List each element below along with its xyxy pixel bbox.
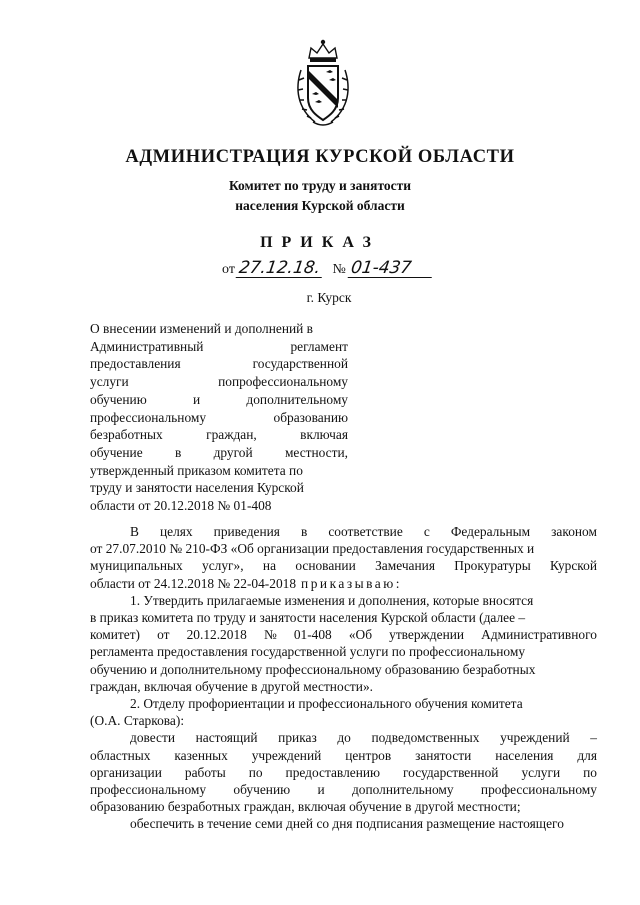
subject-word: предоставления [90, 356, 181, 372]
document-type: ПРИКАЗ [260, 234, 380, 251]
subject-word: О внесении изменений и дополнений в [90, 321, 313, 336]
body-word: учреждений [500, 730, 570, 746]
body-word: В [130, 524, 139, 539]
subject-line [90, 479, 348, 497]
subject-word: обучению [90, 391, 147, 407]
subject-word: области от 20.12.2018 № 01-408 [90, 498, 272, 514]
body-word: области от 24.12.2018 № 22-04-2018 [90, 575, 297, 591]
body-word: обучению и дополнительному профессиональному образованию безработных [90, 661, 536, 677]
body-word: подведомственных [371, 730, 480, 746]
subject-word: труду и занятости населения Курской [90, 480, 304, 496]
committee-title-line1: Комитет по труду и занятости [228, 178, 412, 193]
coat-of-arms-emblem [293, 36, 353, 132]
subject-word: профессиональному [90, 409, 207, 425]
subject-line [90, 338, 348, 356]
body-word: основании [295, 558, 356, 574]
body-word: Федеральным [450, 524, 531, 539]
order-subject [90, 320, 348, 515]
body-word: услуг», [202, 558, 244, 574]
body-word: соответствие [328, 524, 403, 539]
body-word: № [263, 627, 277, 643]
subject-word: обучение [90, 444, 143, 460]
body-line [90, 523, 597, 540]
order-keyword: приказываю: [301, 575, 402, 591]
body-line [90, 592, 597, 609]
body-word: от 27.07.2010 № 210-ФЗ «Об организации предоставления государственных и [90, 541, 535, 557]
subject-word: услуги [90, 374, 129, 390]
body-word: в [300, 524, 308, 539]
body-word: – [590, 730, 597, 746]
subject-line [90, 373, 348, 391]
city: г. Курск [306, 290, 352, 305]
body-line [90, 695, 597, 712]
body-line [90, 815, 597, 832]
body-word: и [317, 782, 325, 798]
subject-word: местности, [284, 444, 348, 460]
body-word: комитет) [90, 627, 141, 643]
body-word: казенных [174, 747, 228, 763]
body-word: государственной [403, 764, 499, 780]
body-word: в приказ комитета по труду и занятости населения Курской области (далее – [90, 610, 526, 626]
body-line [90, 540, 597, 557]
body-word: 1. Утвердить прилагаемые изменения и дополнения, которые вносятся [130, 592, 534, 608]
subject-word: граждан, [206, 427, 257, 443]
subject-line [90, 462, 348, 480]
body-word: по [583, 764, 597, 780]
body-word: центров [345, 747, 392, 763]
body-word: муниципальных [90, 558, 183, 574]
body-line [90, 678, 597, 695]
date-prefix: от [222, 262, 235, 277]
body-line [90, 661, 597, 678]
body-word: организации [90, 764, 162, 780]
subject-line [90, 444, 348, 462]
subject-line [90, 426, 348, 444]
body-word: (О.А. Старкова): [90, 713, 185, 729]
body-word: законом [551, 524, 597, 539]
committee-title [0, 176, 640, 216]
body-word: граждан, включая обучение в другой местности». [90, 678, 373, 694]
body-word: регламента предоставления государственной услуги по профессиональному [90, 644, 526, 660]
body-word: довести [130, 730, 175, 746]
organization-title: АДМИНИСТРАЦИЯ КУРСКОЙ ОБЛАСТИ [125, 147, 515, 167]
body-word: профессиональному [480, 782, 597, 798]
body-word: Замечания [375, 558, 435, 574]
body-word: профессиональному [90, 782, 207, 798]
body-word: 20.12.2018 [186, 627, 247, 643]
body-word: 2. Отделу профориентации и профессионального обучения комитета [130, 696, 523, 712]
subject-line [90, 391, 348, 409]
body-word: занятости [415, 747, 472, 763]
body-word: Курской [550, 558, 597, 574]
body-word: с [423, 524, 430, 539]
subject-line [90, 355, 348, 373]
body-word: образованию безработных граждан, включая обучение в другой местности; [90, 799, 521, 815]
body-word: приведения [213, 524, 280, 539]
body-word: областных [90, 747, 151, 763]
subject-line [90, 497, 348, 515]
body-word: утверждении [389, 627, 465, 643]
body-word: «Об [348, 627, 373, 643]
body-line [90, 729, 597, 746]
body-line [90, 626, 597, 643]
body-word: настоящий [195, 730, 258, 746]
body-word: приказ [278, 730, 317, 746]
body-word: 01-408 [293, 627, 332, 643]
body-word: Административного [481, 627, 597, 643]
subject-word: другой [213, 444, 253, 460]
body-word: предоставлению [285, 764, 381, 780]
subject-word: образованию [273, 409, 348, 425]
subject-line [90, 320, 348, 338]
number-prefix: № [332, 262, 346, 277]
body-word: населения [495, 747, 554, 763]
subject-line [90, 409, 348, 427]
body-line [90, 712, 597, 729]
body-line [90, 609, 597, 626]
order-body [90, 523, 597, 833]
body-word: учреждений [251, 747, 322, 763]
handwritten-date: 27.12.18. [236, 259, 325, 278]
date-number-line [222, 259, 433, 278]
body-word: по [248, 764, 263, 780]
subject-word: дополнительному [246, 391, 348, 407]
subject-word: в [174, 444, 182, 460]
subject-word: включая [300, 427, 348, 443]
body-word: дополнительному [351, 782, 454, 798]
subject-word: безработных [90, 427, 163, 443]
body-word: обучению [233, 782, 291, 798]
body-line [90, 643, 597, 660]
body-line [90, 781, 597, 798]
subject-word: утвержденный приказом комитета по [90, 462, 303, 478]
subject-word: регламент [290, 338, 348, 354]
body-line [90, 557, 597, 574]
body-word: на [262, 558, 277, 574]
subject-word: Административный [90, 338, 204, 354]
body-line [90, 764, 597, 781]
body-word: работы [184, 764, 226, 780]
body-word: до [337, 730, 351, 746]
body-line [90, 575, 597, 592]
body-word: от [157, 627, 170, 643]
subject-word: государственной [252, 356, 348, 372]
body-word: обеспечить в течение семи дней со дня подписания размещение настоящего [130, 816, 564, 832]
subject-word: попрофессиональному [218, 374, 348, 390]
body-word: Прокуратуры [454, 558, 531, 574]
subject-word: и [192, 391, 201, 407]
body-line [90, 798, 597, 815]
body-word: для [577, 747, 597, 763]
committee-title-line2: населения Курской области [235, 198, 405, 213]
body-line [90, 747, 597, 764]
body-word: целях [159, 524, 193, 539]
body-word: услуги [521, 764, 561, 780]
handwritten-number: 01-437 [347, 259, 434, 278]
